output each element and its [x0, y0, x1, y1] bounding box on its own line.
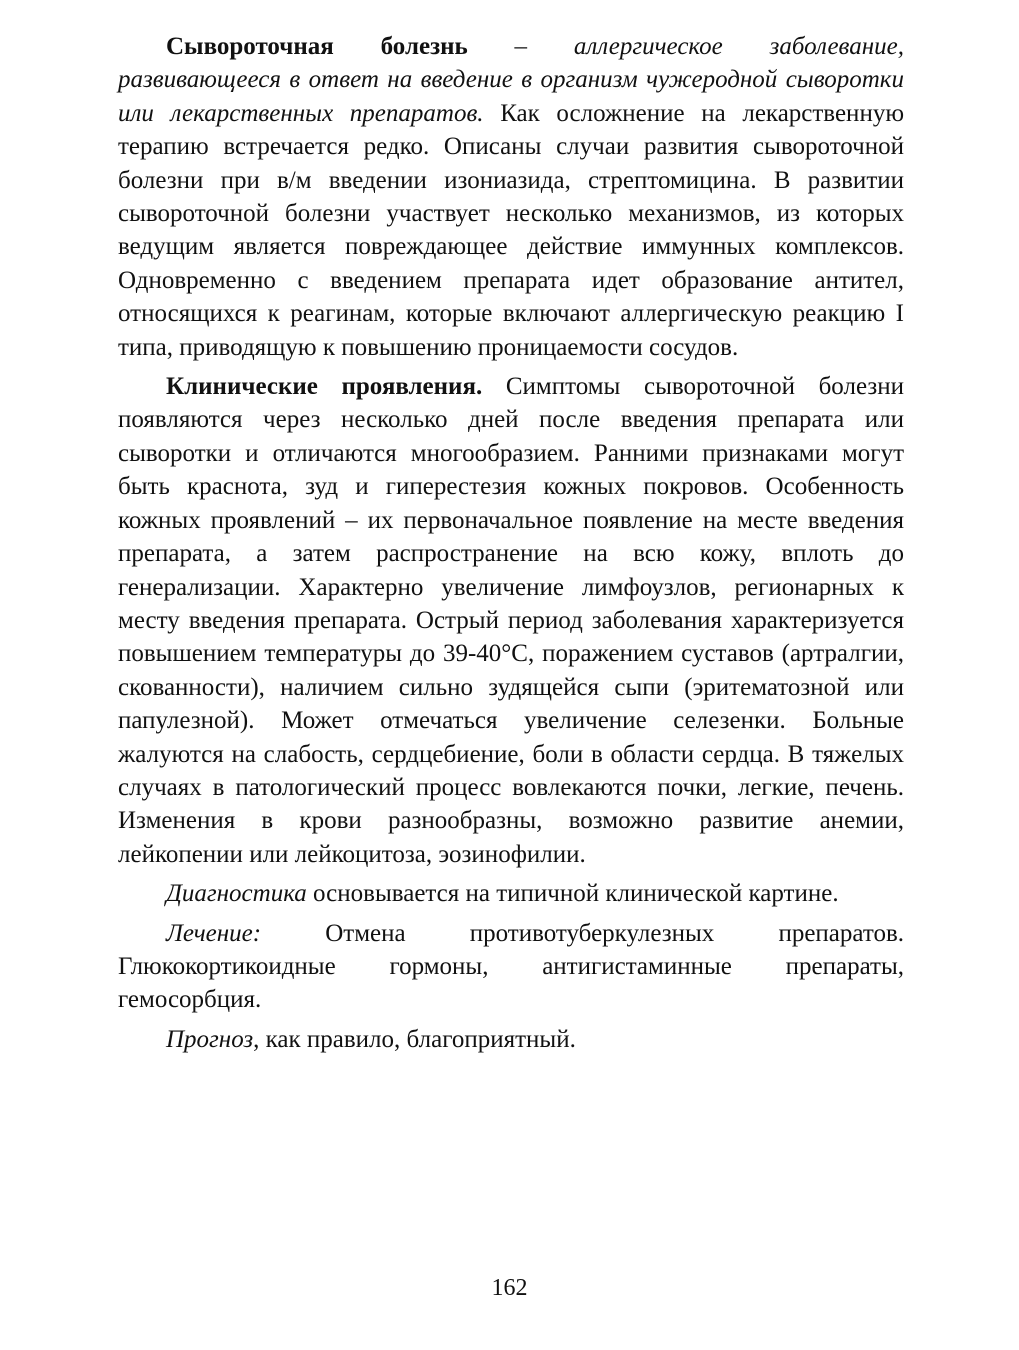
dash-separator: – [467, 33, 574, 60]
paragraph-body-text: основывается на типичной клинической картине. [306, 880, 839, 908]
paragraph-body-text: Отмена противотуберкулезных препаратов. Глюкокортикоидные гормоны, антигистаминные препараты, гемосорбция. [118, 919, 904, 1014]
heading-clinical-manifestations: Клинические проявления. [166, 373, 483, 401]
paragraph-body-text: Как осложнение на лекарственную терапию встречается редко. Описаны случаи развития сывороточной болезни при в/м введении изониазида, стрептомицина. В развитии сывороточной болезни участвует несколько механизмов, из которых ведущим является повреждающее действие иммунных комплексов. Одновременно с введением препарата идет образование антител, относящихся к реагинам, которые включают аллергическую реакцию I типа, приводящую к повышению проницаемости сосудов. [118, 99, 904, 361]
paragraph-diagnostics [118, 877, 904, 910]
paragraph-prognosis [118, 1023, 904, 1056]
paragraph-treatment [118, 917, 904, 1017]
page-number: 162 [491, 1275, 528, 1301]
heading-prognosis: Прогноз [166, 1025, 254, 1053]
heading-treatment: Лечение: [166, 919, 262, 947]
paragraph-serum-sickness-definition [118, 30, 904, 364]
term-serum-sickness: Сывороточная болезнь [166, 33, 468, 60]
definition-text: аллергическое заболевание, развивающееся в ответ на введение в организм чужеродной сыворотки или лекарственных препаратов. [118, 33, 904, 127]
paragraph-clinical-manifestations [118, 370, 904, 871]
heading-diagnostics: Диагностика [166, 880, 307, 908]
page-body [118, 30, 904, 1056]
paragraph-body-text: Симптомы сывороточной болезни появляются через несколько дней после введения препарата или сыворотки и отличаются многообразием. Ранними признаками могут быть краснота, зуд и гиперестезия кожных покровов. Особенность кожных проявлений – их первоначальное появление на месте введения препарата, а затем распространение на всю кожу, вплоть до генерализации. Характерно увеличение лимфоузлов, регионарных к месту введения препарата. Острый период заболевания характеризуется повышением температуры до 39-40°С, поражением суставов (артралгии, скованности), наличием сильно зудящейся сыпи (эритематозной или папулезной). Может отмечаться увеличение селезенки. Больные жалуются на слабость, сердцебиение, боли в области сердца. В тяжелых случаях в патологический процесс вовлекаются почки, легкие, печень. Изменения в крови разнообразны, возможно развитие анемии, лейкопении или лейкоцитоза, эозинофилии. [118, 373, 904, 868]
paragraph-body-text: , как правило, благоприятный. [253, 1025, 576, 1053]
